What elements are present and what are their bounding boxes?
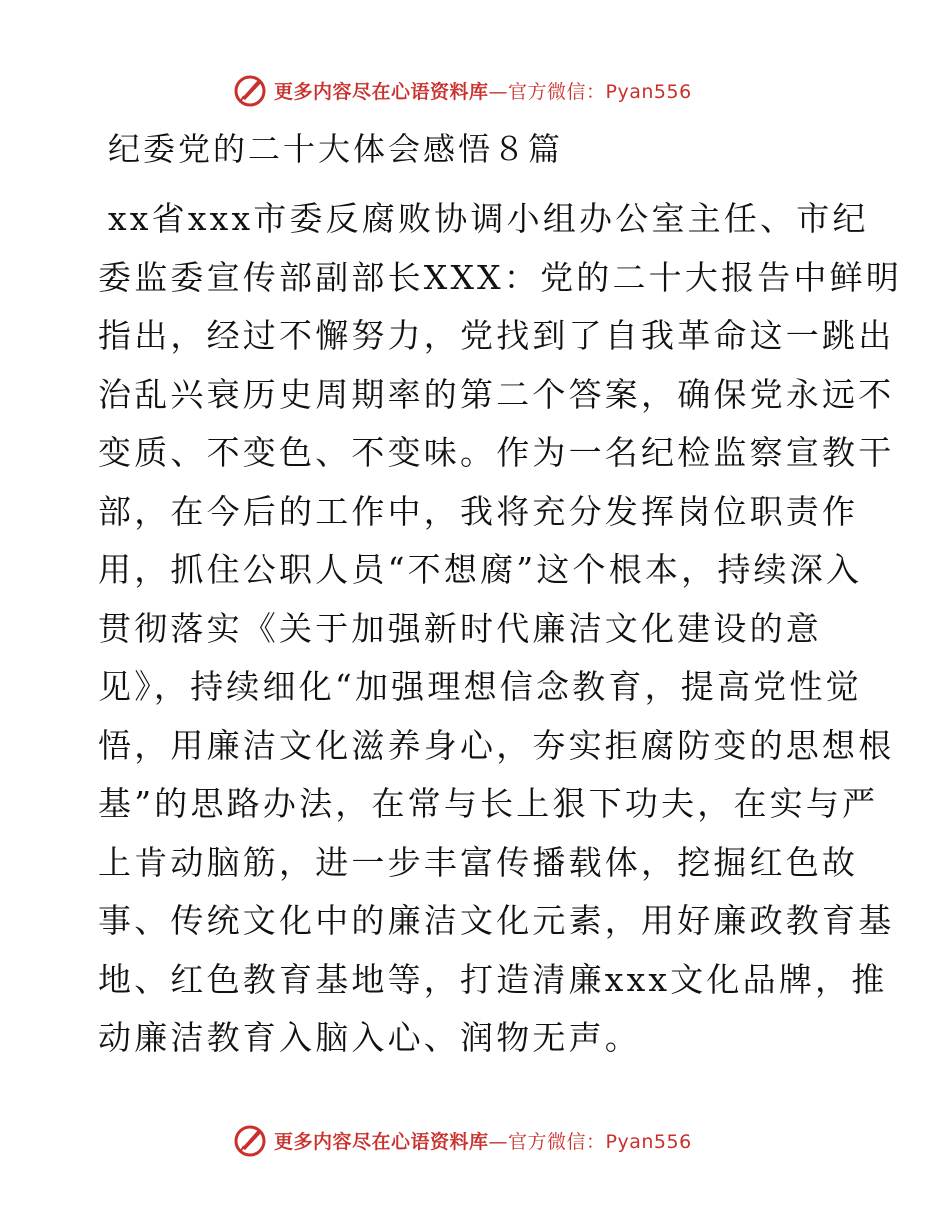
body-line: xx省xxx市委反腐败协调小组办公室主任、市纪 — [108, 199, 869, 238]
body-line: 事、传统文化中的廉洁文化元素，用好廉政教育基 — [98, 901, 895, 940]
body-line: 治乱兴衰历史周期率的第二个答案，确保党永远不 — [98, 374, 895, 414]
body-line: 用，抓住公职人员“不想腐”这个根本，持续深入 — [98, 550, 863, 589]
body-line: 见》，持续细化“加强理想信念教育，提高党性觉 — [98, 667, 862, 706]
watermark-separator: — — [488, 80, 509, 103]
watermark-wechat-id: Pyan556 — [605, 1130, 692, 1153]
body-line: 基”的思路办法，在常与长上狠下功夫，在实与严 — [98, 784, 879, 823]
watermark-main-text: 更多内容尽在心语资料库 — [274, 80, 489, 103]
body-line: 委监委宣传部副部长XXX：党的二十大报告中鲜明 — [98, 257, 903, 297]
body-line: 动廉洁教育入脑入心、润物无声。 — [98, 1018, 641, 1057]
body-line: 部，在今后的工作中，我将充分发挥岗位职责作 — [98, 491, 859, 531]
watermark-text — [274, 77, 692, 104]
watermark-wechat-label: 官方微信： — [508, 80, 606, 103]
quill-logo-icon — [232, 72, 268, 108]
document-body — [98, 190, 903, 1068]
body-line: 变质、不变色、不变味。作为一名纪检监察宣教干 — [98, 433, 895, 472]
watermark-wechat-label: 官方微信： — [508, 1130, 606, 1153]
watermark-separator: — — [488, 1130, 509, 1153]
body-line: 地、红色教育基地等，打造清廉xxx文化品牌，推 — [98, 959, 888, 999]
footer-watermark — [232, 1120, 732, 1160]
body-line: 指出，经过不懈努力，党找到了自我革命这一跳出 — [98, 316, 895, 355]
document-title: 纪委党的二十大体会感悟８篇 — [108, 130, 564, 168]
watermark-text — [274, 1127, 692, 1154]
body-line: 悟，用廉洁文化滋养身心，夯实拒腐防变的思想根 — [98, 725, 895, 765]
header-watermark — [232, 70, 732, 110]
body-line: 贯彻落实《关于加强新时代廉洁文化建设的意 — [98, 608, 822, 648]
quill-logo-icon — [232, 1122, 268, 1158]
watermark-wechat-id: Pyan556 — [605, 80, 692, 103]
body-line: 上肯动脑筋，进一步丰富传播载体，挖掘红色故 — [98, 842, 859, 882]
watermark-main-text: 更多内容尽在心语资料库 — [274, 1130, 489, 1153]
